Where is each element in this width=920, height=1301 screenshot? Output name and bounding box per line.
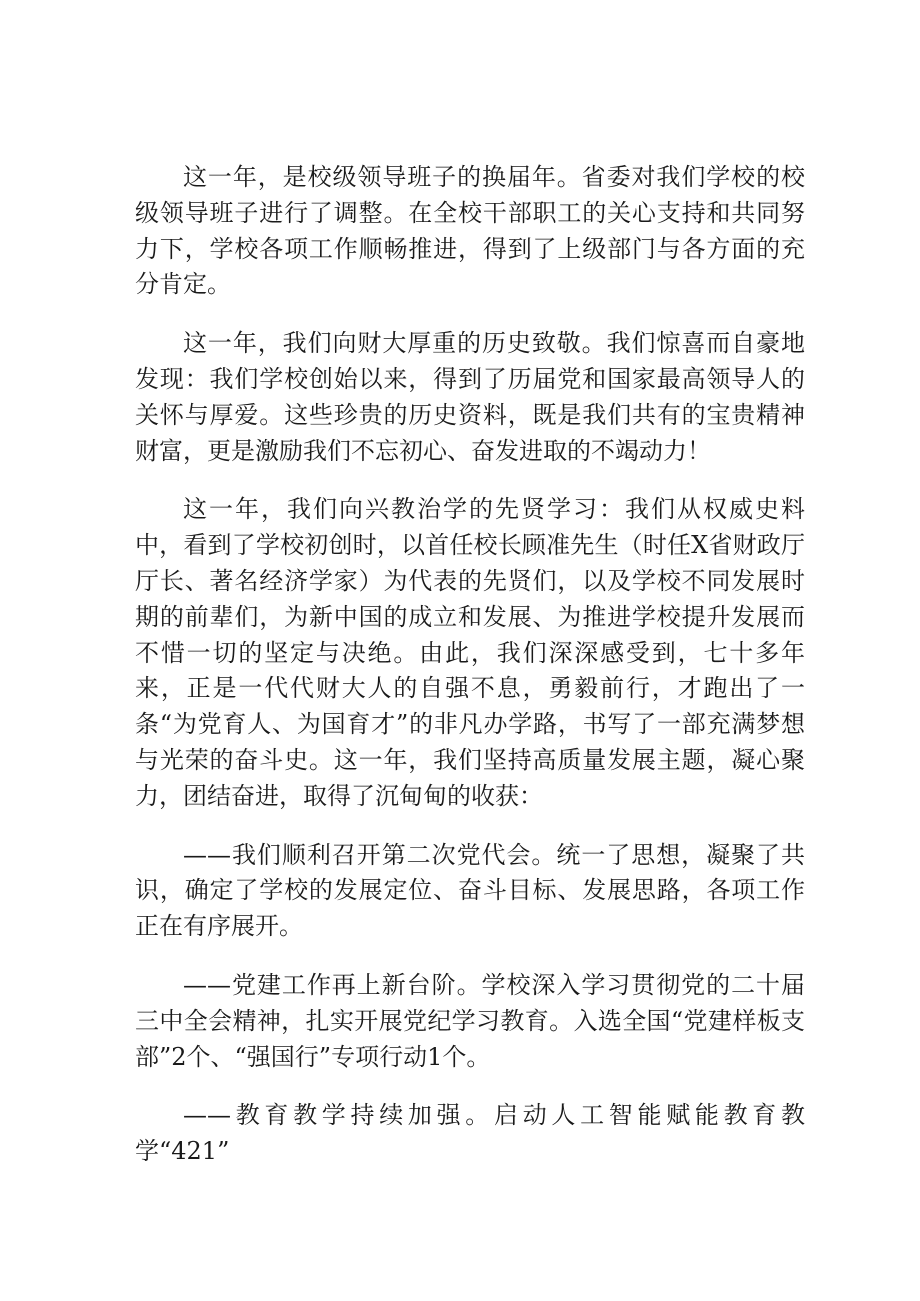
paragraph-history-tribute: 这一年，我们向财大厚重的历史致敬。我们惊喜而自豪地发现：我们学校创始以来，得到了历届党和国家最高领导人的关怀与厚爱。这些珍贵的历史资料，既是我们共有的宝贵精神财富，更是激励我们不忘初心、奋发进取的不竭动力！ [135, 329, 805, 465]
paragraph-leadership-transition: 这一年，是校级领导班子的换届年。省委对我们学校的校级领导班子进行了调整。在全校干部职工的关心支持和共同努力下，学校各项工作顺畅推进，得到了上级部门与各方面的充分肯定。 [135, 163, 805, 299]
document-body [135, 160, 805, 1193]
paragraph-party-congress: ——我们顺利召开第二次党代会。统一了思想，凝聚了共识，确定了学校的发展定位、奋斗目标、发展思路，各项工作正在有序展开。 [135, 840, 805, 941]
paragraph-party-building: ——党建工作再上新台阶。学校深入学习贯彻党的二十届三中全会精神，扎实开展党纪学习教育。入选全国“党建样板支部”2个、“强国行”专项行动1个。 [135, 970, 805, 1071]
paragraph-learning-from-predecessors: 这一年，我们向兴教治学的先贤学习：我们从权威史料中，看到了学校初创时，以首任校长顾准先生（时任X省财政厅厅长、著名经济学家）为代表的先贤们，以及学校不同发展时期的前辈们，为新中国的成立和发展、为推进学校提升发展而不惜一切的坚定与决绝。由此，我们深深感受到，七十多年来，正是一代代财大人的自强不息，勇毅前行，才跑出了一条“为党育人、为国育才”的非凡办学路，书写了一部充满梦想与光荣的奋斗史。这一年，我们坚持高质量发展主题，凝心聚力，团结奋进，取得了沉甸甸的收获： [135, 495, 805, 810]
paragraph-education-teaching: ——教育教学持续加强。启动人工智能赋能教育教学“421” [135, 1101, 805, 1166]
